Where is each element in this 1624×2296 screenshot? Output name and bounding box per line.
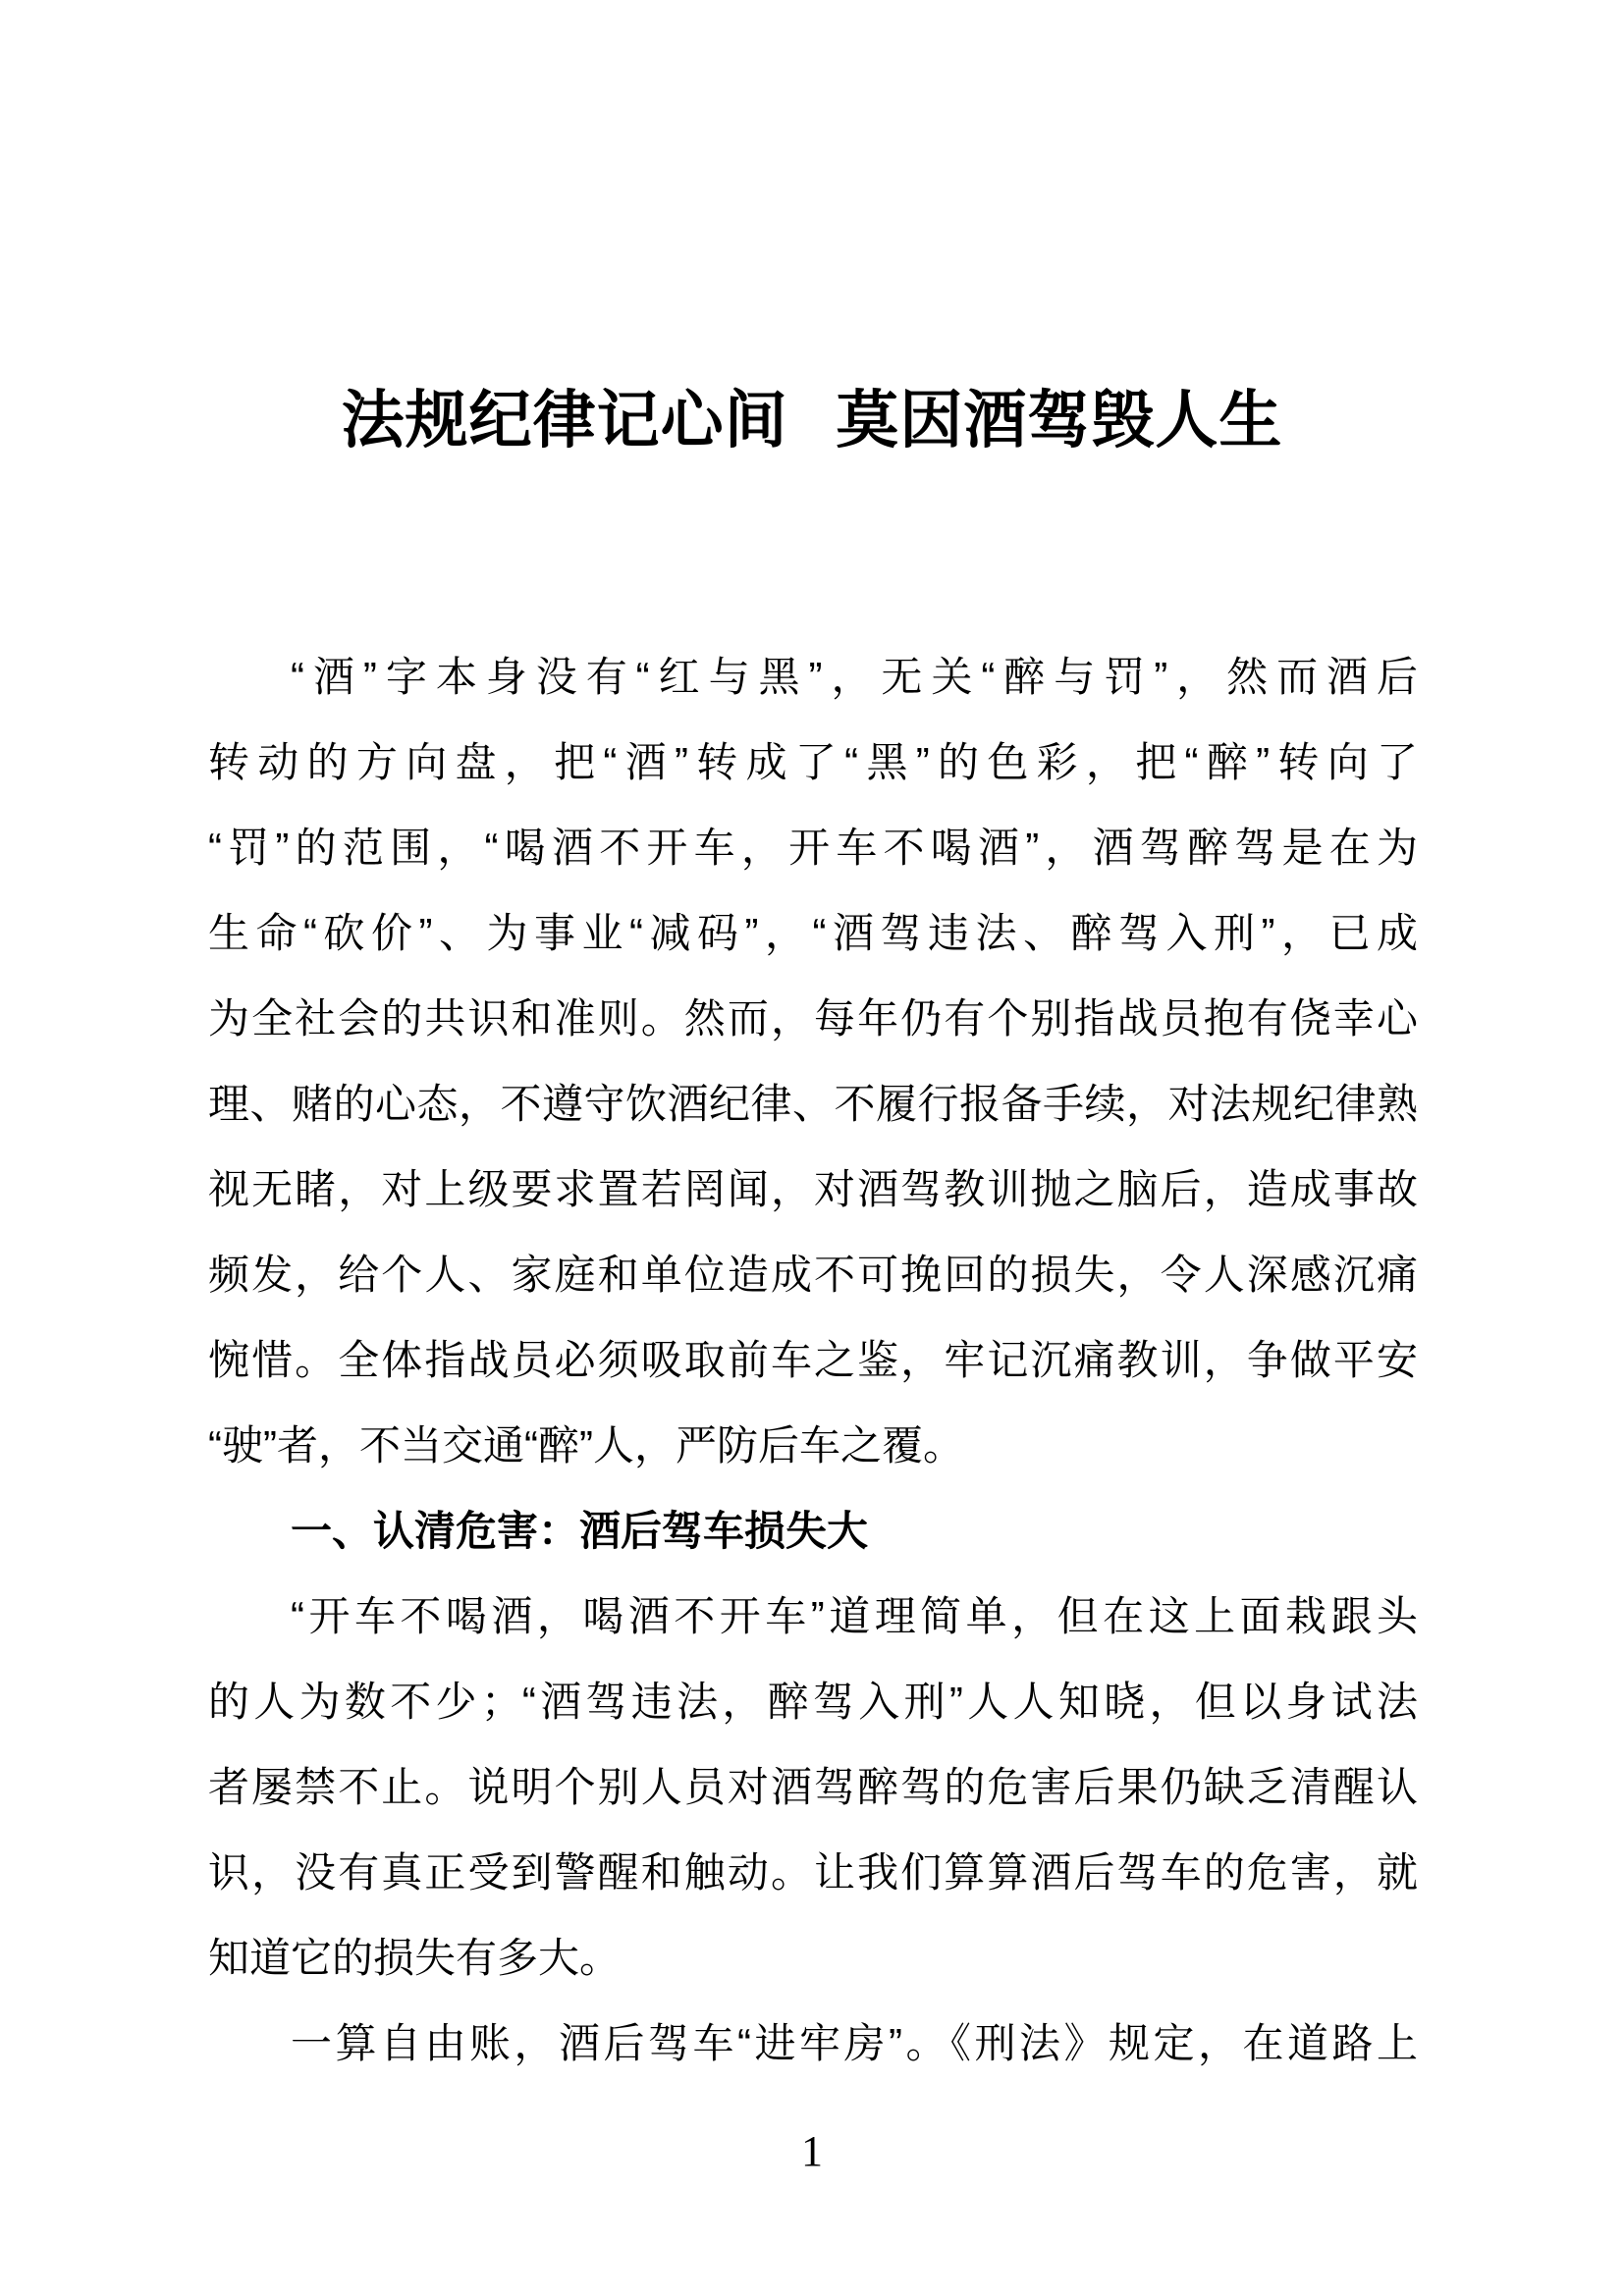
body-line: 理、赌的心态，不遵守饮酒纪律、不履行报备手续，对法规纪律熟 — [208, 1081, 1418, 1127]
body-line: 一算自由账，酒后驾车“进牢房”。《刑法》规定，在道路上 — [291, 2020, 1418, 2066]
body-line: “罚”的范围，“喝酒不开车，开车不喝酒”，酒驾醉驾是在为 — [208, 825, 1418, 871]
body-text — [208, 634, 1418, 2086]
body-line: 视无睹，对上级要求置若罔闻，对酒驾教训抛之脑后，造成事故 — [208, 1166, 1418, 1212]
body-line: “开车不喝酒，喝酒不开车”道理简单，但在这上面栽跟头 — [291, 1593, 1418, 1639]
body-line: 的人为数不少；“酒驾违法，醉驾入刑”人人知晓，但以身试法 — [208, 1679, 1418, 1725]
body-line: 惋惜。全体指战员必须吸取前车之鉴，牢记沉痛教训，争做平安 — [208, 1337, 1418, 1383]
body-line: “酒”字本身没有“红与黑”，无关“醉与罚”，然而酒后 — [291, 654, 1418, 700]
body-line: 者屡禁不止。说明个别人员对酒驾醉驾的危害后果仍缺乏清醒认 — [208, 1764, 1418, 1810]
body-line: 频发，给个人、家庭和单位造成不可挽回的损失，令人深感沉痛 — [208, 1252, 1418, 1298]
body-line: 生命“砍价”、为事业“减码”，“酒驾违法、醉驾入刑”，已成 — [208, 910, 1418, 956]
document-title: 法规纪律记心间 莫因酒驾毁人生 — [341, 385, 1283, 455]
section-heading: 一、认清危害：酒后驾车损失大 — [291, 1508, 869, 1554]
body-line: “驶”者，不当交通“醉”人，严防后车之覆。 — [208, 1422, 964, 1468]
page-number: 1 — [801, 2127, 823, 2175]
body-line: 识，没有真正受到警醒和触动。让我们算算酒后驾车的危害，就 — [208, 1849, 1418, 1896]
body-line: 为全社会的共识和准则。然而，每年仍有个别指战员抱有侥幸心 — [208, 995, 1418, 1041]
body-line: 转动的方向盘，把“酒”转成了“黑”的色彩，把“醉”转向了 — [208, 739, 1418, 785]
body-line: 知道它的损失有多大。 — [208, 1935, 622, 1981]
